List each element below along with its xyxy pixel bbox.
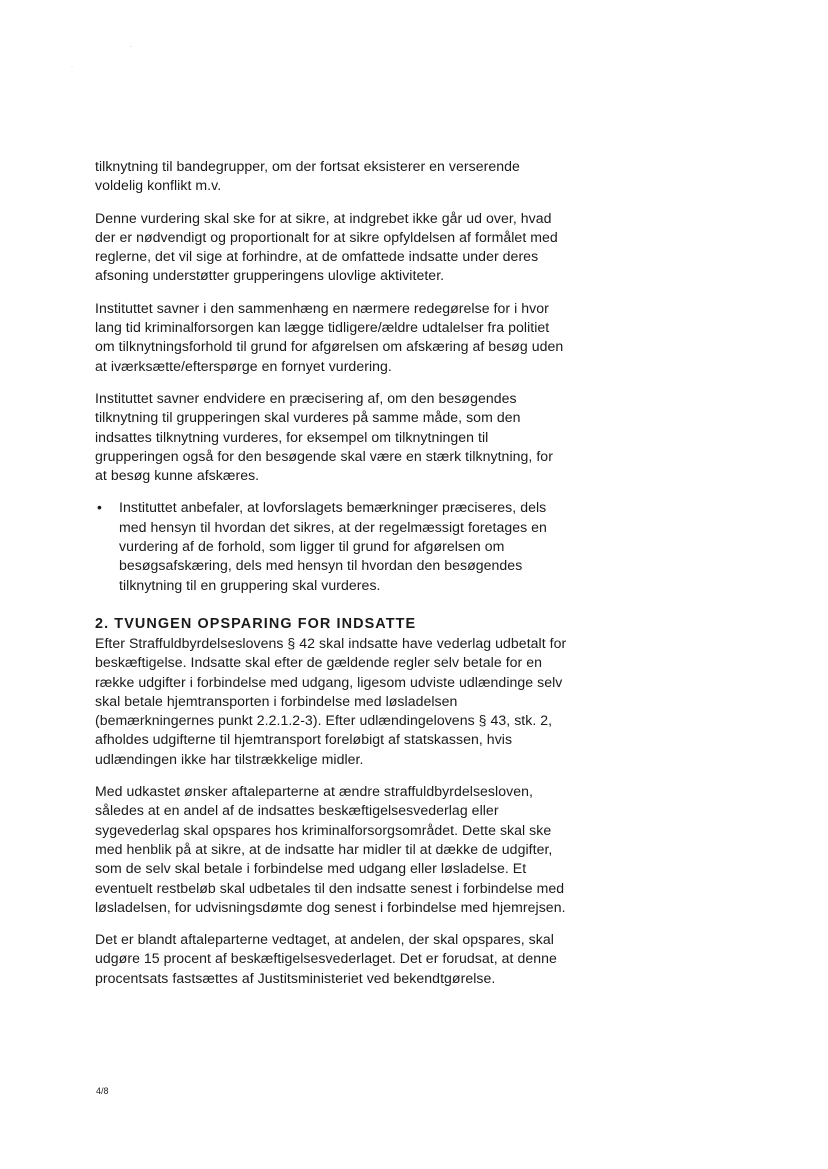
body-paragraph: Instituttet savner i den sammenhæng en nærmere redegørelse for i hvor lang tid kriminalforsorgen kan lægge tidligere/ældre udtalelser fra politiet om tilknytningsforhold til grund for afgørelsen om afskæring af besøg uden at iværksætte/efterspørge en fornyet vurdering.: [95, 299, 564, 374]
bullet-icon: •: [97, 499, 102, 516]
scan-speck: ·: [130, 44, 132, 50]
body-paragraph: Med udkastet ønsker aftaleparterne at ændre straffuldbyrdelsesloven, således at en andel af de indsattes beskæftigelsesvederlag eller sygevederlag skal opspares hos kriminalforsorgsområdet. Dette skal ske med henblik på at sikre, at de indsatte har midler til at dække de udgifter, som de selv skal betale i forbindelse med udgang eller løsladelse. Et eventuelt restbeløb skal udbetales til den indsatte senest i forbindelse med løsladelsen, for udvisningsdømte dog senest i forbindelse med hjemrejsen.: [95, 783, 566, 915]
body-paragraph: tilknytning til bandegrupper, om der fortsat eksisterer en verserende voldelig konflikt m.v.: [95, 158, 520, 194]
section-heading: 2. TVUNGEN OPSPARING FOR INDSATTE: [95, 615, 417, 632]
recommendation-text: Instituttet anbefaler, at lovforslagets bemærkninger præciseres, dels med hensyn til hvordan det sikres, at der regelmæssigt foretages en vurdering af de forhold, som ligger til grund for afgørelsen om besøgsafskæring, dels med hensyn til hvordan den besøgendes tilknytning til en gruppering skal vurderes.: [119, 499, 547, 593]
body-paragraph: Denne vurdering skal ske for at sikre, at indgrebet ikke går ud over, hvad der er nødvendigt og proportionalt for at sikre opfyldelsen af formålet med reglerne, det vil sige at forhindre, at de omfattede indsatte under deres afsoning understøtter grupperingens ulovlige aktiviteter.: [95, 209, 558, 284]
section-body: [95, 634, 567, 988]
scan-speck: ·: [71, 64, 73, 70]
page-number: 4/8: [96, 1086, 109, 1096]
recommendation-bullet: [95, 498, 567, 594]
document-body: [95, 157, 567, 1001]
body-paragraph: Det er blandt aftaleparterne vedtaget, at andelen, der skal opspares, skal udgøre 15 procent af beskæftigelsesvederlaget. Det er forudsat, at denne procentsats fastsættes af Justitsministeriet ved bekendtgørelse.: [95, 931, 557, 986]
body-paragraph: Instituttet savner endvidere en præcisering af, om den besøgendes tilknytning til grupperingen skal vurderes på samme måde, som den indsattes tilknytning vurderes, for eksempel om tilknytningen til grupperingen også for den besøgende skal være en stærk tilknytning, for at besøg kunne afskæres.: [95, 389, 553, 484]
body-paragraph: Efter Straffuldbyrdelseslovens § 42 skal indsatte have vederlag udbetalt for beskæftigelse. Indsatte skal efter de gældende regler selv betale for en række udgifter i forbindelse med udgang, ligesom udviste udlændinge selv skal betale hjemtransporten i forbindelse med løsladelsen (bemærkningernes punkt 2.2.1.2-3). Efter udlændingelovens § 43, stk. 2, afholdes udgifterne til hjemtransport foreløbigt af statskassen, hvis udlændingen ikke har tilstrækkelige midler.: [95, 634, 567, 767]
